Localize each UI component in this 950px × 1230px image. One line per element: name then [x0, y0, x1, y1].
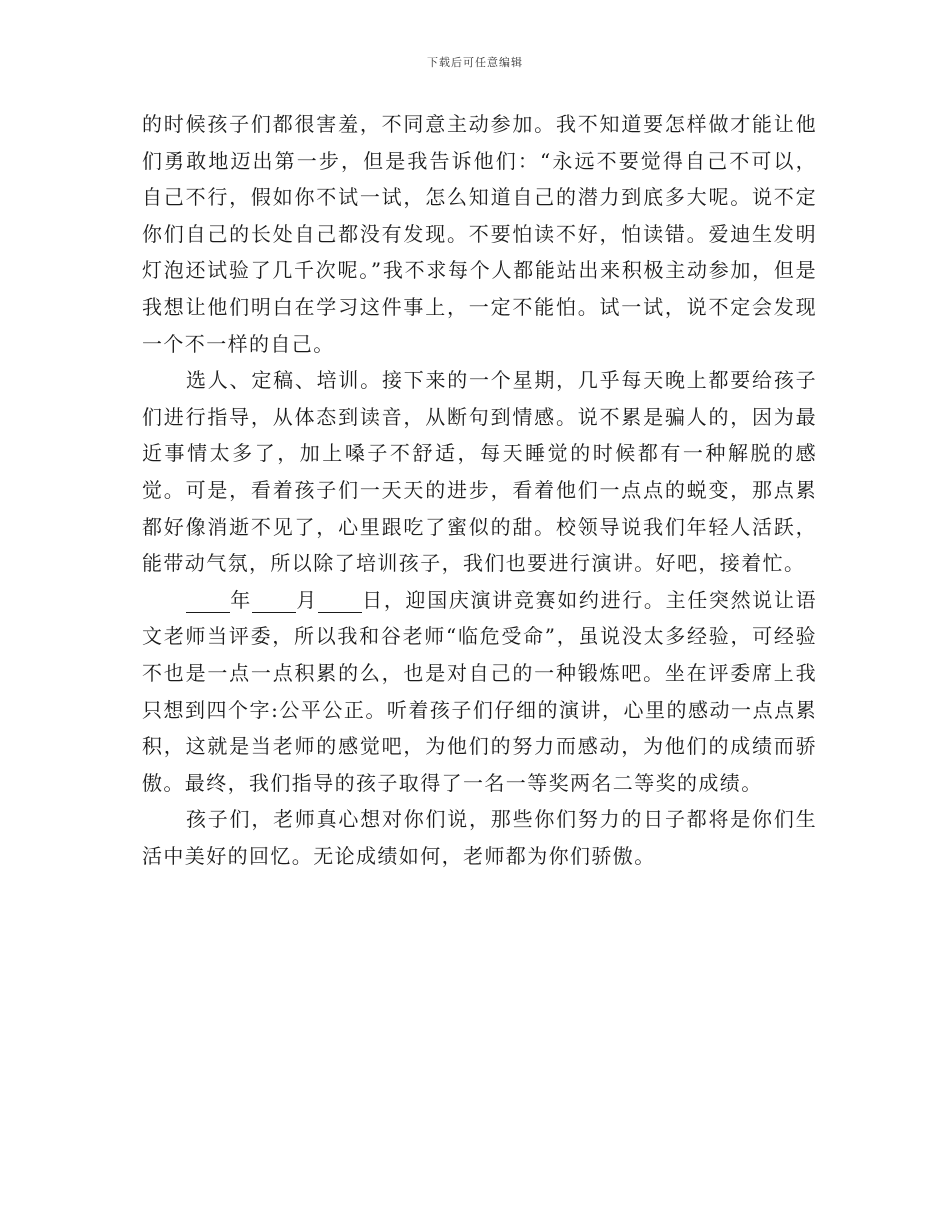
year-unit: 年 [230, 587, 252, 612]
paragraph-training: 选人、定稿、培训。接下来的一个星期，几乎每天晚上都要给孩子们进行指导，从体态到读音，从断句到情感。说不累是骗人的，因为最近事情太多了，加上嗓子不舒适，每天睡觉的时候都有一种解脱的感觉。可是，看着孩子们一天天的进步，看着他们一点点的蜕变，那点累都好像消逝不见了，心里跟吃了蜜似的甜。校领导说我们年轻人活跃，能带动气氛，所以除了培训孩子，我们也要进行演讲。好吧，接着忙。 [142, 368, 817, 576]
month-unit: 月 [295, 587, 318, 612]
paragraph-closing: 孩子们，老师真心想对你们说，那些你们努力的日子都将是你们生活中美好的回忆。无论成绩如何，老师都为你们骄傲。 [142, 807, 817, 868]
day-unit: 日 [361, 587, 384, 612]
paragraph-continuation: 的时候孩子们都很害羞，不同意主动参加。我不知道要怎样做才能让他们勇敢地迈出第一步，但是我告诉他们：“永远不要觉得自己不可以，自己不行，假如你不试一试，怎么知道自己的潜力到底多大呢。说不定你们自己的长处自己都没有发现。不要怕读不好，怕读错。爱迪生发明灯泡还试验了几千次呢。”我不求每个人都能站出来积极主动参加，但是我想让他们明白在学习这件事上，一定不能怕。试一试，说不定会发现一个不一样的自己。 [142, 112, 817, 356]
year-blank [186, 590, 230, 613]
paragraph-competition [142, 582, 817, 802]
competition-text: ，迎国庆演讲竞赛如约进行。主任突然说让语文老师当评委，所以我和谷老师“临危受命”，虽说没太多经验，可经验不也是一点一点积累的么，也是对自己的一种锻炼吧。坐在评委席上我只想到四个字:公平公正。听着孩子们仔细的演讲，心里的感动一点点累积，这就是当老师的感觉吧，为他们的努力而感动，为他们的成绩而骄傲。最终，我们指导的孩子取得了一名一等奖两名二等奖的成绩。 [142, 587, 818, 795]
document-body [142, 106, 817, 874]
month-blank [252, 590, 296, 613]
page-header: 下载后可任意编辑 [427, 56, 523, 69]
day-blank [318, 590, 362, 613]
